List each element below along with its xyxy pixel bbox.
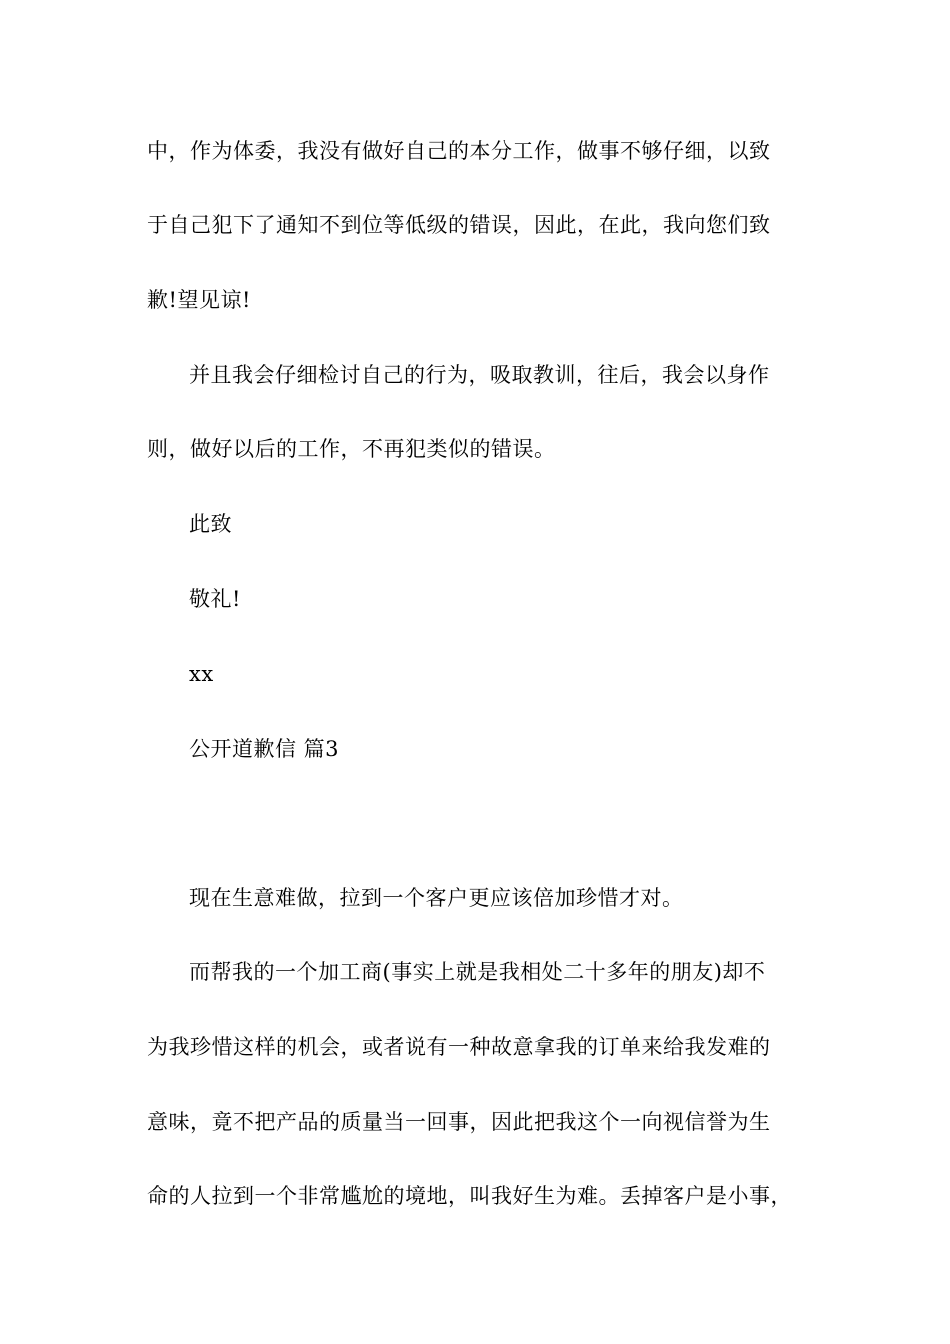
closing-salutation: 此致 — [189, 512, 232, 536]
paragraph-line: 并且我会仔细检讨自己的行为，吸取教训，往后，我会以身作 — [189, 363, 770, 387]
paragraph-line: 而帮我的一个加工商(事实上就是我相处二十多年的朋友)却不 — [189, 960, 766, 984]
signature: xx — [189, 662, 214, 686]
paragraph-line: 于自己犯下了通知不到位等低级的错误，因此，在此，我向您们致 — [147, 213, 771, 237]
closing-regards: 敬礼! — [189, 587, 241, 611]
paragraph-line: 为我珍惜这样的机会，或者说有一种故意拿我的订单来给我发难的 — [147, 1035, 771, 1059]
paragraph-line: 则，做好以后的工作，不再犯类似的错误。 — [147, 437, 556, 461]
paragraph-line: 歉!望见谅! — [147, 288, 251, 312]
paragraph-line: 现在生意难做，拉到一个客户更应该倍加珍惜才对。 — [189, 886, 684, 910]
section-heading: 公开道歉信 篇3 — [189, 737, 340, 761]
paragraph-line: 意味，竟不把产品的质量当一回事，因此把我这个一向视信誉为生 — [147, 1110, 771, 1134]
paragraph-line: 中，作为体委，我没有做好自己的本分工作，做事不够仔细，以致 — [147, 139, 771, 163]
paragraph-line: 命的人拉到一个非常尴尬的境地，叫我好生为难。丢掉客户是小事， — [147, 1184, 792, 1208]
